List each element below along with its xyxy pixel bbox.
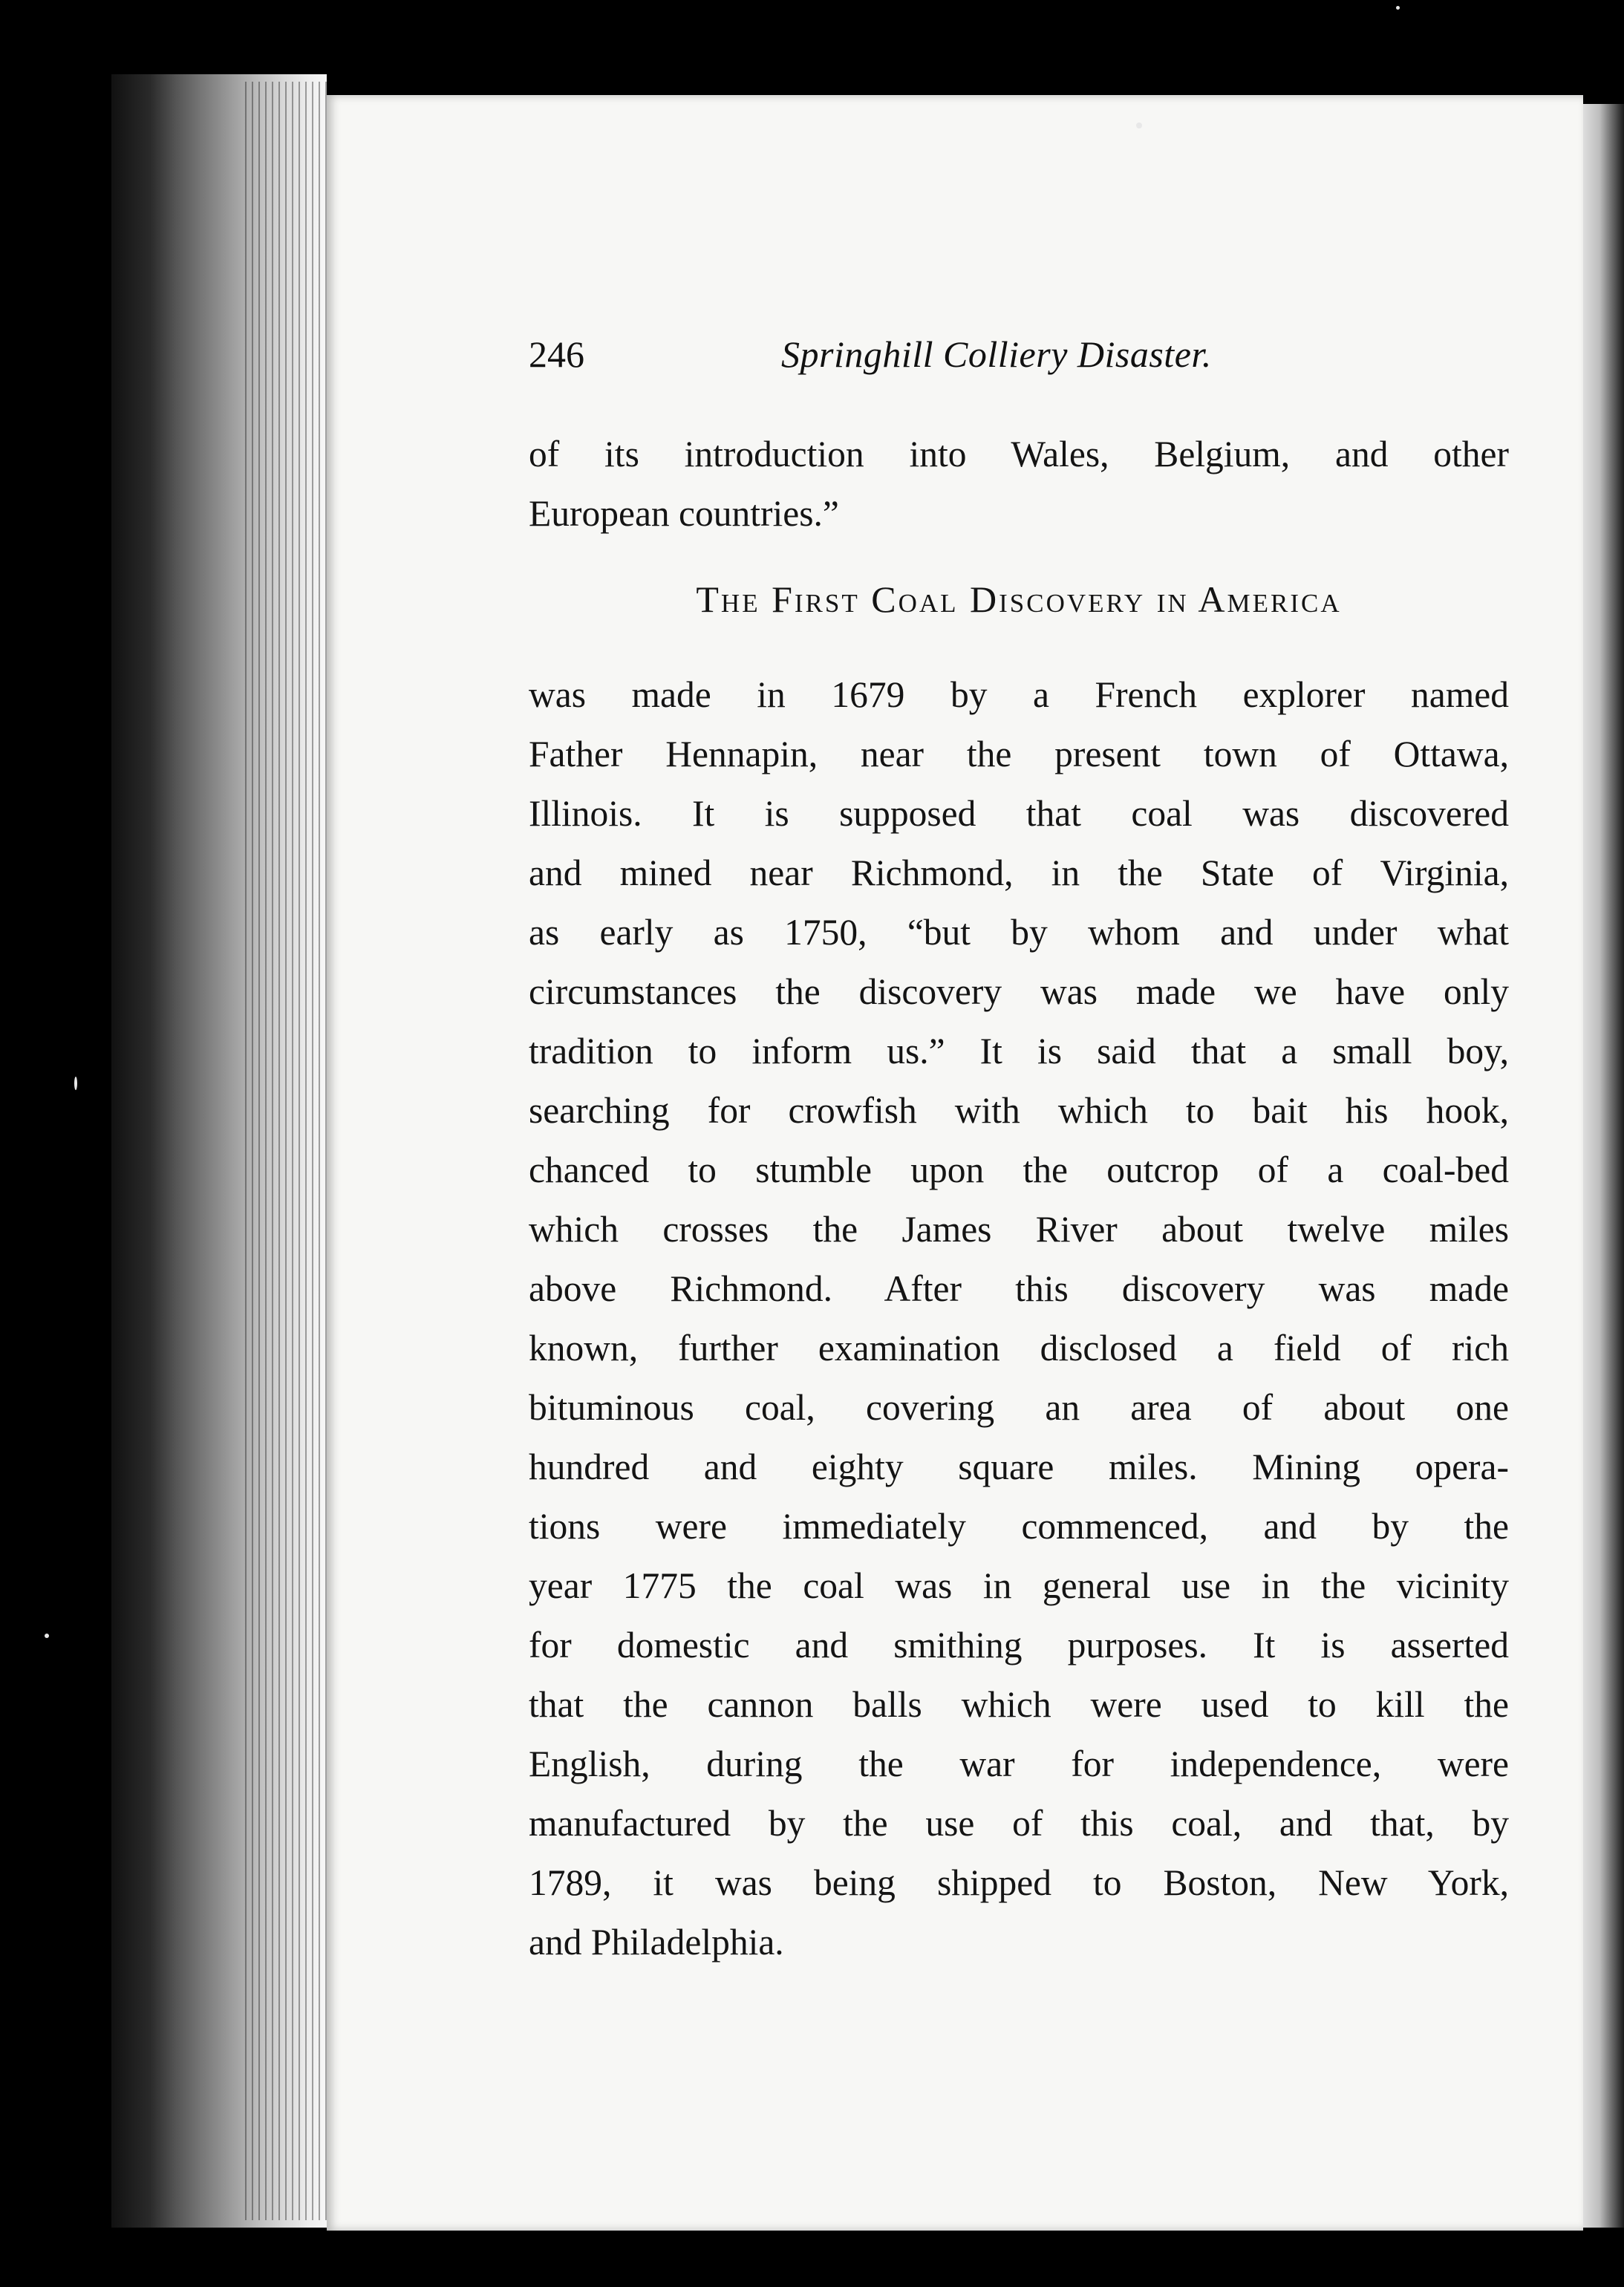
text-line: year 1775 the coal was in general use in the vicinity: [529, 1565, 1509, 1606]
page-header: [529, 333, 1522, 385]
text-line: as early as 1750, “but by whom and under what: [529, 912, 1509, 953]
text-line: 1789, it was being shipped to Boston, New York,: [529, 1862, 1509, 1903]
scan-speck: [1136, 123, 1142, 128]
text-line: known, further examination disclosed a field of rich: [529, 1328, 1509, 1368]
text-line: was made in 1679 by a French explorer named: [529, 674, 1509, 715]
section-heading: The First Coal Discovery in America: [696, 578, 1342, 620]
text-line: which crosses the James River about twelve miles: [529, 1209, 1509, 1250]
text-line: of its introduction into Wales, Belgium, and other: [529, 434, 1509, 474]
text-line: manufactured by the use of this coal, and that, by: [529, 1803, 1509, 1844]
scan-speck: [45, 1634, 49, 1638]
text-line: Father Hennapin, near the present town of Ottawa,: [529, 734, 1509, 774]
text-line: that the cannon balls which were used to kill the: [529, 1684, 1509, 1725]
running-title: Springhill Colliery Disaster.: [781, 333, 1212, 375]
text-line: hundred and eighty square miles. Mining opera-: [529, 1446, 1509, 1487]
text-line: for domestic and smithing purposes. It is asserted: [529, 1625, 1509, 1666]
text-line: European countries.”: [529, 493, 839, 534]
scan-speck: [1396, 6, 1400, 10]
text-line: and Philadelphia.: [529, 1922, 784, 1963]
paragraph-continued: [529, 425, 1509, 544]
text-line: searching for crowfish with which to bait his hook,: [529, 1090, 1509, 1131]
text-line: bituminous coal, covering an area of about one: [529, 1387, 1509, 1428]
text-line: above Richmond. After this discovery was made: [529, 1268, 1509, 1309]
page-number: 246: [529, 333, 584, 375]
text-line: tradition to inform us.” It is said that a small boy,: [529, 1031, 1509, 1071]
page-stack-lines: [245, 82, 327, 2220]
text-line: English, during the war for independence, were: [529, 1743, 1509, 1784]
text-line: tions were immediately commenced, and by the: [529, 1506, 1509, 1547]
scan-speck: [74, 1077, 77, 1090]
text-line: Illinois. It is supposed that coal was discovered: [529, 793, 1509, 834]
text-line: chanced to stumble upon the outcrop of a coal-bed: [529, 1149, 1509, 1190]
paragraph-coal-discovery: [529, 665, 1509, 1972]
text-line: and mined near Richmond, in the State of Virginia,: [529, 852, 1509, 893]
scan-right-border: [1583, 104, 1624, 2228]
text-line: circumstances the discovery was made we have only: [529, 971, 1509, 1012]
